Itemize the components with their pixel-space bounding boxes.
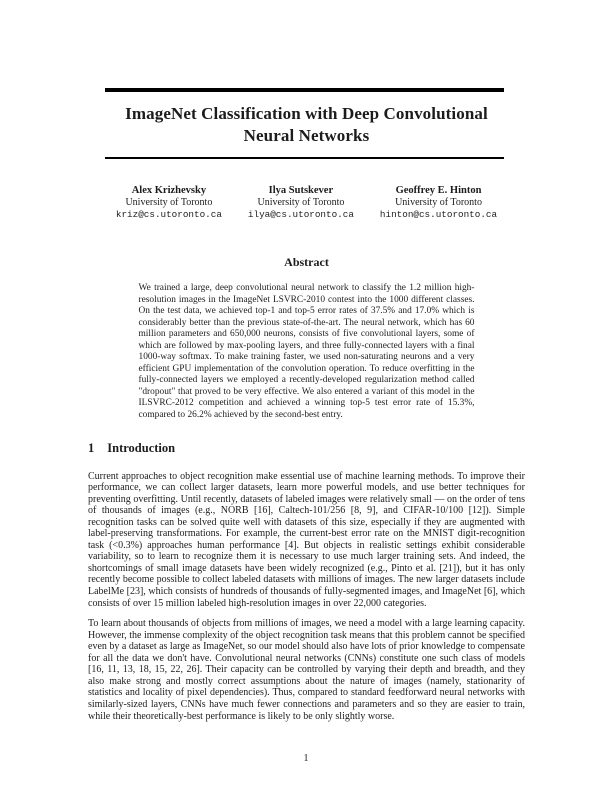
abstract-heading: Abstract: [284, 255, 329, 269]
abstract-text: We trained a large, deep convolutional neural network to classify the 1.2 million high-resolution images in the ImageNet LSVRC-2010 contest into the 1000 different classes. On the test data, we achieved top-1 and top-5 error rates of 37.5% and 17.0% which is considerably better than the previous state-of-the-art. The neural network, which has 60 million parameters and 650,000 neurons, consists of five convolutional layers, some of which are followed by max-pooling layers, and three fully-connected layers with a final 1000-way softmax. To make training faster, we used non-saturating neurons and a very efficient GPU implementation of the convolution operation. To reduce overfitting in the fully-connected layers we employed a recently-developed regularization method called "dropout" that proved to be very effective. We also entered a variant of this model in the ILSVRC-2012 competition and achieved a winning top-5 test error rate of 15.3%, compared to 26.2% achieved by the second-best entry.: [138, 283, 475, 421]
author-1-name: Alex Krizhevsky: [131, 185, 207, 196]
author-1-email: kriz@cs.utoronto.ca: [115, 209, 222, 220]
author-block: [88, 185, 525, 221]
author-3-email: hinton@cs.utoronto.ca: [379, 209, 498, 220]
author-2: [248, 185, 354, 221]
author-2-email: ilya@cs.utoronto.ca: [247, 209, 354, 220]
author-1: [116, 185, 222, 221]
author-2-affiliation: University of Toronto: [257, 197, 345, 208]
intro-paragraph-2: To learn about thousands of objects from millions of images, we need a model with a large learning capacity. However, the immense complexity of the object recognition task means that this problem cannot be specified even by a dataset as large as ImageNet, so our model should also have lots of prior knowledge to compensate for all the data we don't have. Convolutional neural networks (CNNs) constitute one such class of models [16, 11, 13, 18, 15, 22, 26]. Their capacity can be controlled by varying their depth and breadth, and they also make strong and mostly correct assumptions about the nature of images (namely, stationarity of statistics and locality of pixel dependencies). Thus, compared to standard feedforward neural networks with similarly-sized layers, CNNs have much fewer connections and parameters and so they are easier to train, while their theoretically-best performance is likely to be only slightly worse.: [88, 618, 525, 722]
section-1-heading: [88, 441, 525, 456]
section-1-title: Introduction: [107, 440, 176, 455]
paper-title-line1: ImageNet Classification with Deep Convolutional: [125, 104, 488, 123]
paper-title: [88, 103, 525, 147]
author-3-name: Geoffrey E. Hinton: [395, 185, 482, 196]
intro-paragraph-1: Current approaches to object recognition make essential use of machine learning methods. To improve their performance, we can collect larger datasets, learn more powerful models, and use better techniques for preventing overfitting. Until recently, datasets of labeled images were relatively small — on the order of tens of thousands of images (e.g., NORB [16], Caltech-101/256 [8, 9], and CIFAR-10/100 [12]). Simple recognition tasks can be solved quite well with datasets of this size, especially if they are augmented with label-preserving transformations. For example, the current-best error rate on the MNIST digit-recognition task (<0.3%) approaches human performance [4]. But objects in realistic settings exhibit considerable variability, so to learn to recognize them it is necessary to use much larger training sets. And indeed, the shortcomings of small image datasets have been widely recognized (e.g., Pinto et al. [21]), but it has only recently become possible to collect labeled datasets with millions of images. The new larger datasets include LabelMe [23], which consists of hundreds of thousands of fully-segmented images, and ImageNet [6], which consists of over 15 million labeled high-resolution images in over 22,000 categories.: [88, 470, 525, 609]
title-rule-bottom: [105, 157, 504, 159]
author-3: [380, 185, 497, 221]
page-number: 1: [303, 753, 309, 764]
author-1-affiliation: University of Toronto: [125, 197, 213, 208]
title-rule-top: [105, 88, 504, 92]
paper-title-line2: Neural Networks: [243, 126, 370, 145]
author-2-name: Ilya Sutskever: [268, 185, 334, 196]
page-content: [0, 88, 612, 722]
author-3-affiliation: University of Toronto: [395, 197, 482, 208]
section-1-number: 1: [88, 440, 95, 455]
